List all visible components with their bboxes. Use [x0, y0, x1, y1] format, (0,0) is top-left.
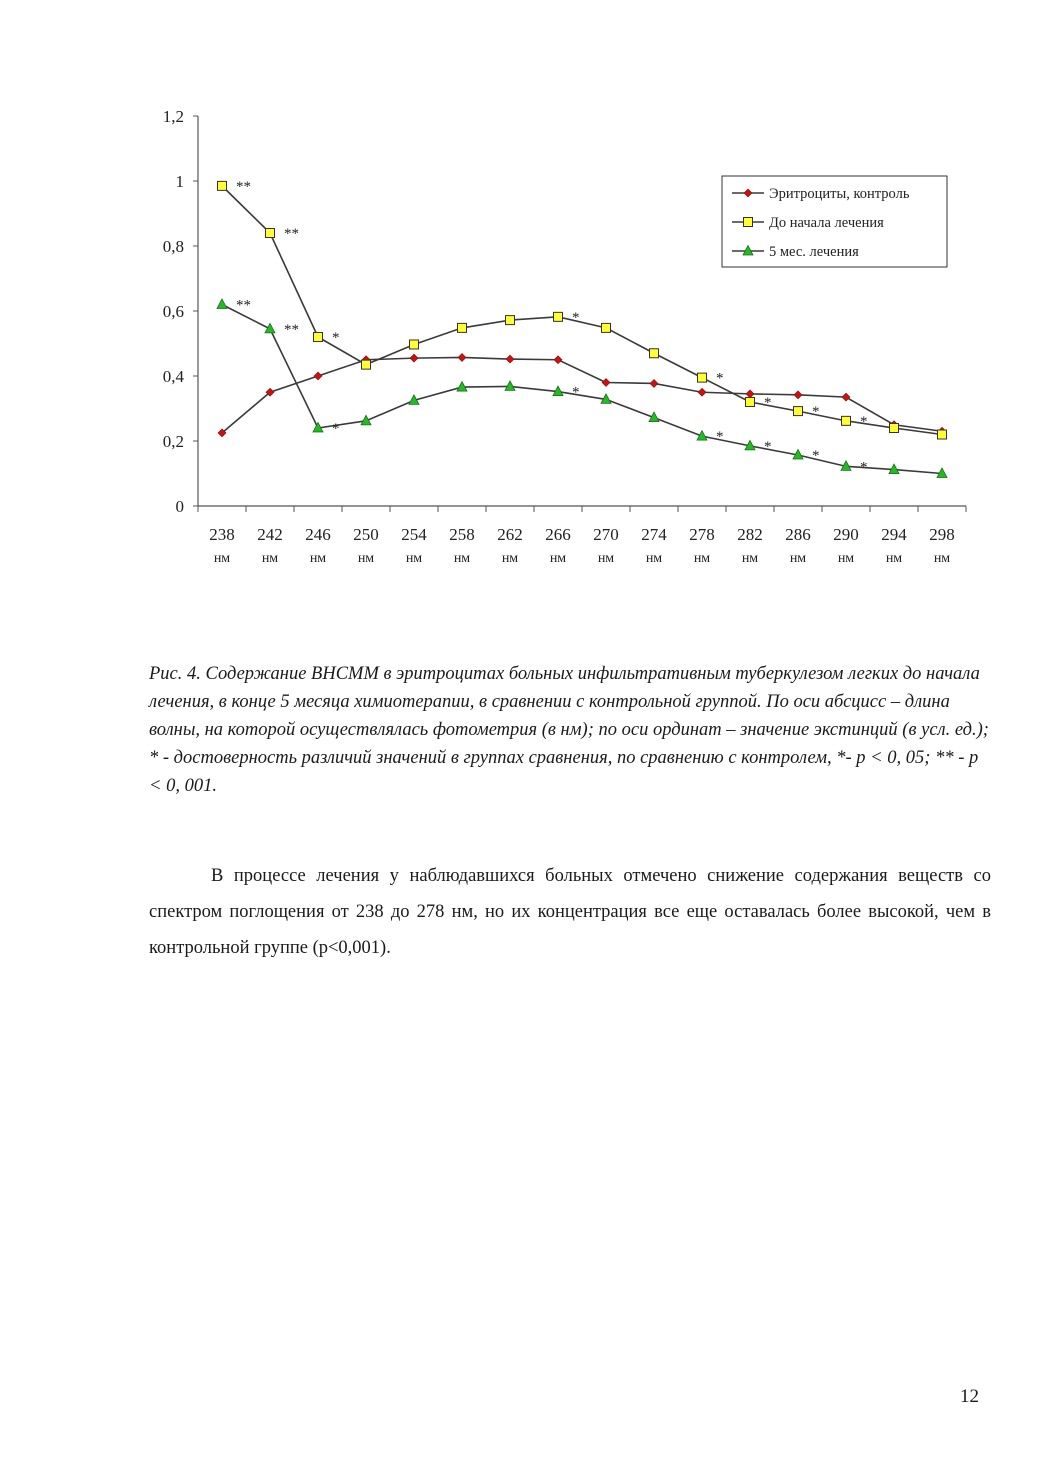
- x-tick-unit: нм: [645, 551, 663, 566]
- data-point: [890, 424, 899, 433]
- significance-mark: **: [236, 178, 251, 195]
- x-tick-label: 254: [401, 525, 427, 544]
- x-tick-label: 246: [305, 525, 331, 544]
- data-point: [938, 430, 947, 439]
- data-point: [506, 355, 514, 363]
- data-point: [362, 360, 371, 369]
- x-tick-label: 274: [641, 525, 667, 544]
- data-point: [554, 312, 563, 321]
- x-tick-unit: нм: [789, 551, 807, 566]
- x-tick-label: 270: [593, 525, 619, 544]
- data-point: [265, 323, 275, 333]
- x-tick-unit: нм: [261, 551, 279, 566]
- x-tick-unit: нм: [453, 551, 471, 566]
- data-point: [314, 372, 322, 380]
- x-tick-unit: нм: [501, 551, 519, 566]
- data-point: [410, 340, 419, 349]
- y-tick-label: 1,2: [162, 107, 184, 126]
- data-point: [794, 391, 802, 399]
- x-tick-label: 290: [833, 525, 859, 544]
- data-point: [602, 323, 611, 332]
- data-point: [602, 379, 610, 387]
- y-tick-label: 1: [175, 172, 184, 191]
- significance-mark: *: [572, 384, 580, 401]
- significance-mark: **: [284, 226, 299, 242]
- data-point: [217, 299, 227, 309]
- significance-mark: **: [284, 321, 299, 338]
- significance-mark: *: [860, 413, 868, 430]
- body-paragraph: [149, 858, 991, 966]
- x-tick-unit: нм: [357, 551, 375, 566]
- data-point: [218, 181, 227, 190]
- x-tick-label: 238: [209, 525, 235, 544]
- significance-mark: **: [236, 297, 251, 314]
- data-point: [698, 373, 707, 382]
- x-tick-label: 282: [737, 525, 763, 544]
- significance-mark: *: [812, 404, 820, 421]
- data-point: [266, 229, 275, 238]
- x-tick-label: 294: [881, 525, 907, 544]
- data-point: [794, 407, 803, 416]
- data-point: [746, 390, 754, 398]
- significance-mark: *: [812, 447, 820, 464]
- significance-mark: *: [860, 459, 868, 476]
- data-point: [506, 316, 515, 325]
- legend-label: 5 мес. лечения: [769, 244, 859, 260]
- data-point: [314, 333, 323, 342]
- x-tick-unit: нм: [837, 551, 855, 566]
- x-tick-label: 250: [353, 525, 379, 544]
- significance-mark: *: [332, 330, 340, 346]
- significance-mark: *: [716, 370, 724, 387]
- significance-mark: *: [764, 438, 772, 455]
- x-tick-unit: нм: [597, 551, 615, 566]
- y-tick-label: 0,8: [162, 237, 184, 256]
- figure-caption-text: Рис. 4. Содержание ВНСММ в эритроцитах больных инфильтративным туберкулезом легких до начала лечения, в конце 5 месяца химиотерапии, в сравнении с контрольной группой. По оси абсцисс – длина волны, на которой осуществлялась фотометрия (в нм); по оси ординат – значение экстинций (в усл. ед.); * - достоверность различий значений в группах сравнения, по сравнению с контролем, *- р < 0, 05; ** - р < 0, 001.: [149, 664, 989, 796]
- significance-mark: *: [716, 429, 724, 446]
- x-tick-label: 298: [929, 525, 955, 544]
- significance-mark: *: [572, 309, 580, 326]
- legend-label: Эритроциты, контроль: [769, 186, 910, 202]
- series-line: [222, 305, 942, 474]
- data-point: [458, 353, 466, 361]
- significance-mark: *: [764, 395, 772, 411]
- x-tick-unit: нм: [933, 551, 951, 566]
- x-tick-unit: нм: [213, 551, 231, 566]
- x-tick-label: 286: [785, 525, 811, 544]
- x-tick-label: 242: [257, 525, 283, 544]
- data-point: [746, 398, 755, 407]
- legend-label: До начала лечения: [769, 215, 884, 231]
- x-tick-unit: нм: [885, 551, 903, 566]
- body-paragraph-text: В процессе лечения у наблюдавшихся больных отмечено снижение содержания веществ со спектром поглощения от 238 до 278 нм, но их концентрация все еще оставалась более высокой, чем в контрольной группе (p<0,001).: [149, 866, 991, 958]
- x-tick-label: 262: [497, 525, 523, 544]
- data-point: [458, 323, 467, 332]
- x-tick-label: 266: [545, 525, 571, 544]
- data-point: [650, 379, 658, 387]
- x-tick-label: 278: [689, 525, 715, 544]
- x-tick-label: 258: [449, 525, 475, 544]
- x-tick-unit: нм: [741, 551, 759, 566]
- data-point: [842, 393, 850, 401]
- spectrum-line-chart: [0, 0, 1039, 600]
- x-tick-unit: нм: [309, 551, 327, 566]
- y-tick-label: 0,4: [162, 367, 184, 386]
- data-point: [650, 349, 659, 358]
- x-tick-unit: нм: [693, 551, 711, 566]
- legend-marker: [744, 218, 753, 227]
- data-point: [554, 356, 562, 364]
- y-tick-label: 0: [175, 497, 184, 516]
- data-point: [410, 354, 418, 362]
- x-tick-unit: нм: [549, 551, 567, 566]
- data-point: [698, 388, 706, 396]
- y-tick-label: 0,2: [162, 432, 184, 451]
- figure-caption: [149, 660, 994, 800]
- page-number: 12: [960, 1386, 979, 1407]
- data-point: [842, 416, 851, 425]
- y-tick-label: 0,6: [162, 302, 184, 321]
- significance-mark: *: [332, 421, 340, 437]
- x-tick-unit: нм: [405, 551, 423, 566]
